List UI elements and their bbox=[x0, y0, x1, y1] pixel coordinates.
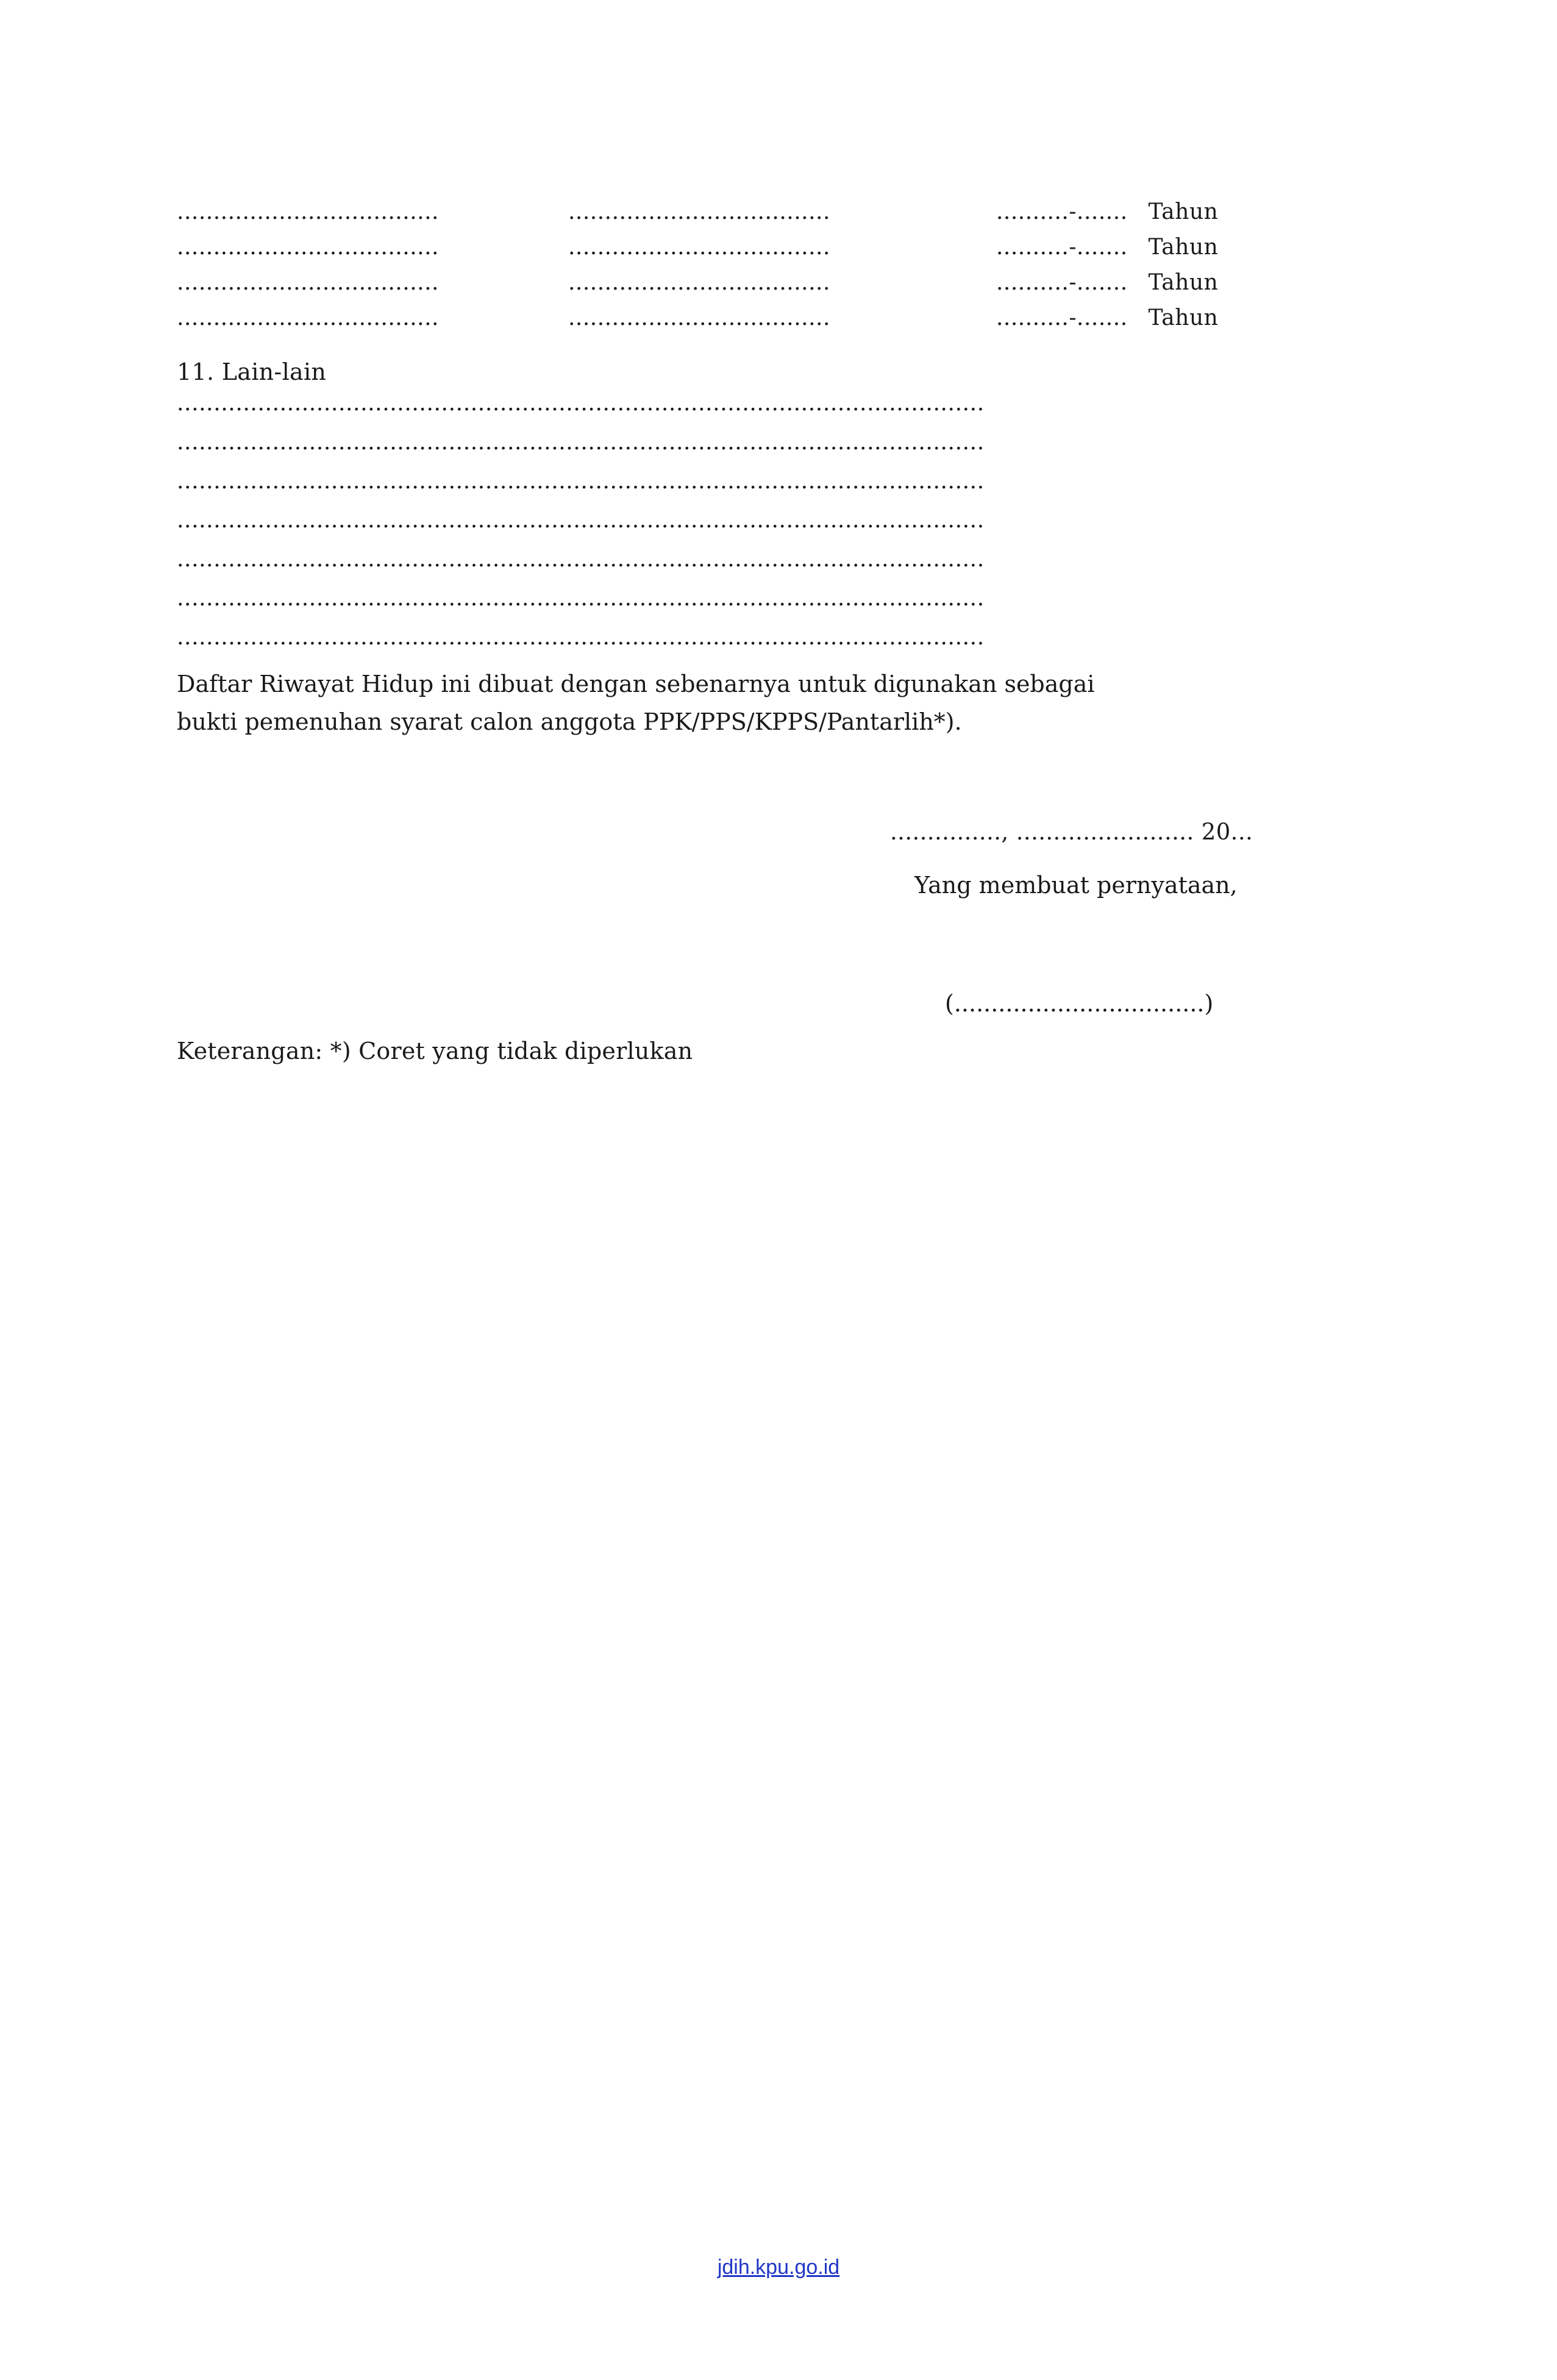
blank-line: .............................................................................................................. bbox=[177, 510, 985, 532]
row-col-2: .................................... bbox=[568, 270, 830, 295]
row-col-1: .................................... bbox=[177, 235, 439, 260]
table-row bbox=[177, 307, 1390, 343]
jdih-link[interactable]: jdih.kpu.go.id bbox=[717, 2256, 840, 2279]
declaration-line-2: bukti pemenuhan syarat calon anggota PPK/PPS/KPPS/Pantarlih*). bbox=[177, 708, 962, 735]
declaration-line-1: Daftar Riwayat Hidup ini dibuat dengan sebenarnya untuk digunakan sebagai bbox=[177, 671, 1095, 697]
blank-line: .............................................................................................................. bbox=[177, 549, 985, 571]
year-dots: ..........-....... bbox=[996, 270, 1135, 295]
table-row bbox=[177, 272, 1390, 307]
year-label: Tahun bbox=[1148, 270, 1219, 295]
year-label: Tahun bbox=[1148, 199, 1219, 224]
blank-line: .............................................................................................................. bbox=[177, 432, 985, 454]
year-dots: ..........-....... bbox=[996, 305, 1135, 330]
signature-title: Yang membuat pernyataan, bbox=[914, 872, 1238, 899]
year-dots: ..........-....... bbox=[996, 235, 1135, 260]
row-col-2: .................................... bbox=[568, 305, 830, 330]
table-row bbox=[177, 237, 1390, 272]
declaration-paragraph bbox=[177, 666, 1390, 741]
section-heading-lain-lain: 11. Lain-lain bbox=[177, 358, 327, 385]
year-label: Tahun bbox=[1148, 235, 1219, 260]
row-col-1: .................................... bbox=[177, 199, 439, 224]
year-label: Tahun bbox=[1148, 305, 1219, 330]
blank-line: .............................................................................................................. bbox=[177, 627, 985, 649]
row-col-2: .................................... bbox=[568, 235, 830, 260]
signature-name-line: (..................................) bbox=[945, 990, 1214, 1017]
row-col-1: .................................... bbox=[177, 305, 439, 330]
year-dots: ..........-....... bbox=[996, 199, 1135, 224]
signature-block bbox=[177, 819, 1390, 1017]
document-body bbox=[177, 201, 1390, 1064]
row-col-3 bbox=[960, 307, 1390, 343]
signature-inner bbox=[890, 819, 1378, 1017]
row-col-1: .................................... bbox=[177, 270, 439, 295]
blank-line: .............................................................................................................. bbox=[177, 588, 985, 610]
blank-line: .............................................................................................................. bbox=[177, 393, 985, 415]
footnote-keterangan: Keterangan: *) Coret yang tidak diperlukan bbox=[177, 1038, 693, 1065]
education-history-table bbox=[177, 201, 1390, 343]
row-col-3 bbox=[960, 237, 1390, 272]
row-col-3 bbox=[960, 201, 1390, 237]
page-footer bbox=[0, 2256, 1557, 2279]
signature-place-date: ..............., ........................ 20... bbox=[890, 819, 1253, 846]
blank-line: .............................................................................................................. bbox=[177, 471, 985, 493]
row-col-3 bbox=[960, 272, 1390, 307]
row-col-2: .................................... bbox=[568, 199, 830, 224]
table-row bbox=[177, 201, 1390, 237]
